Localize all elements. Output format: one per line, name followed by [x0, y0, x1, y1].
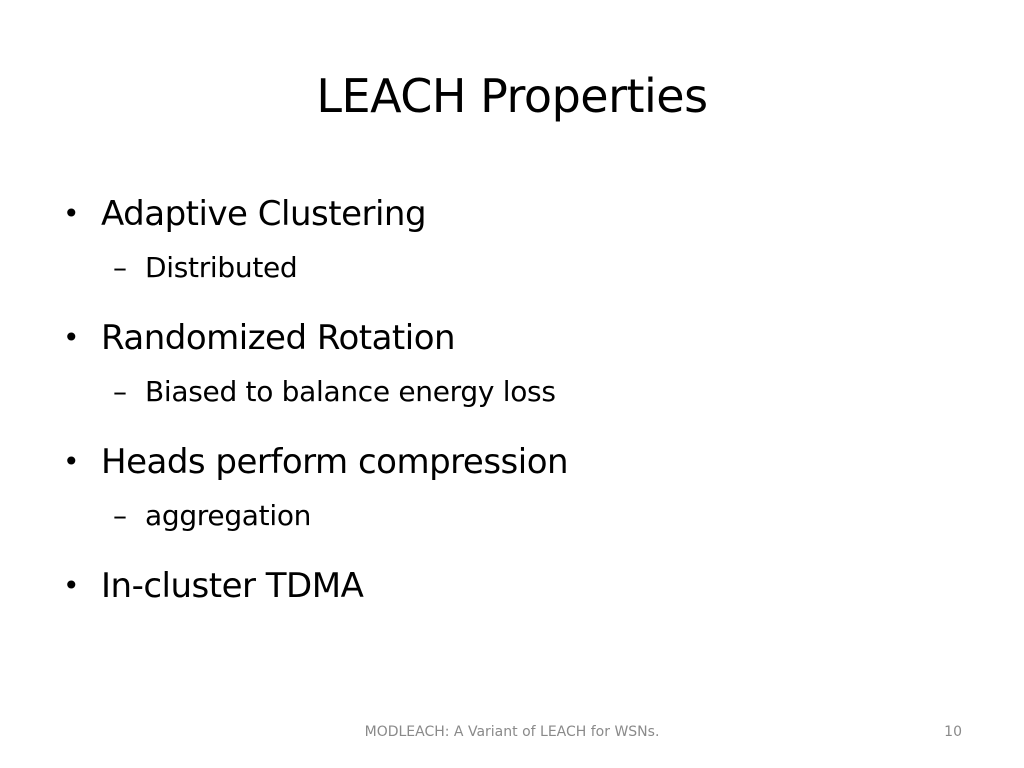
sub-bullet-text: aggregation: [145, 499, 312, 532]
page-number: 10: [944, 724, 962, 740]
bullet-text: Randomized Rotation: [101, 318, 456, 358]
bullet-item: [60, 310, 960, 366]
bullet-marker: •: [63, 321, 80, 354]
bullet-text: Heads perform compression: [101, 442, 569, 482]
bullet-marker: •: [63, 197, 80, 230]
sub-bullet-marker: –: [113, 499, 127, 532]
sub-bullet-item: [60, 492, 960, 540]
bullet-marker: •: [63, 569, 80, 602]
sub-bullet-item: [60, 368, 960, 416]
sub-bullet-item: [60, 244, 960, 292]
sub-bullet-text: Biased to balance energy loss: [145, 375, 556, 408]
slide-title: LEACH Properties: [316, 69, 708, 123]
bullet-item: [60, 434, 960, 490]
bullet-list: [60, 186, 960, 614]
sub-bullet-marker: –: [113, 251, 127, 284]
footer-text: MODLEACH: A Variant of LEACH for WSNs.: [364, 724, 660, 740]
bullet-item: [60, 558, 960, 614]
sub-bullet-text: Distributed: [145, 251, 298, 284]
bullet-text: In-cluster TDMA: [101, 566, 364, 606]
sub-bullet-marker: –: [113, 375, 127, 408]
bullet-marker: •: [63, 445, 80, 478]
bullet-item: [60, 186, 960, 242]
bullet-text: Adaptive Clustering: [101, 194, 427, 234]
